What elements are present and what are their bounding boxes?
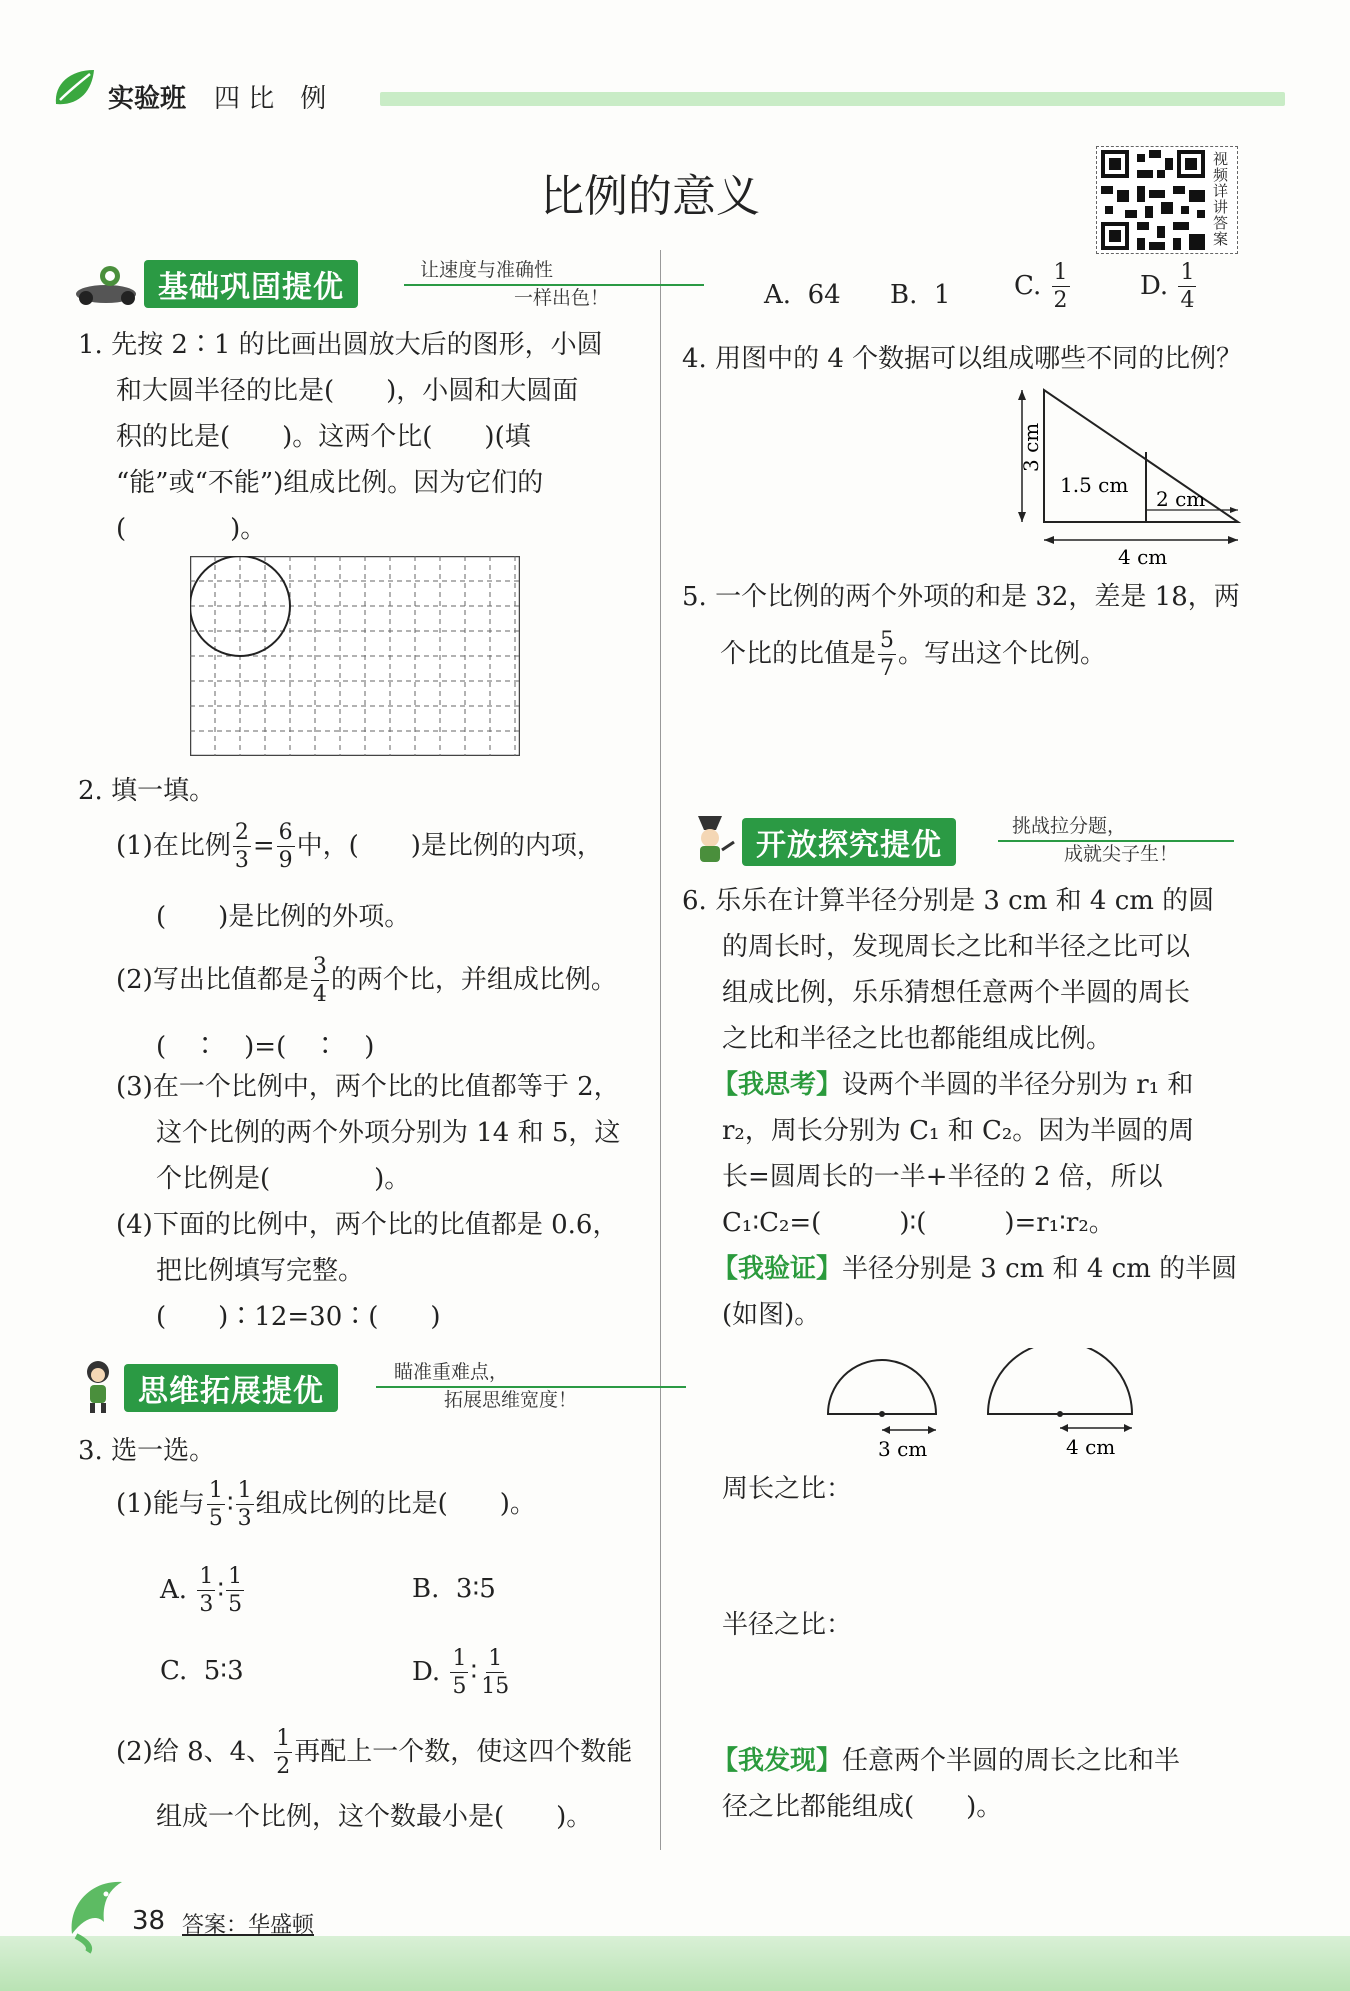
q6-perimeter-ratio: 周长之比： [722,1474,853,1504]
q3-right-opt-d-label: D. [1140,271,1169,301]
q3-opt-a-frac1-num: 1 [199,1564,214,1589]
thinker-mascot-icon [76,1358,122,1414]
q3-opt-a-frac2-den: 5 [228,1592,243,1617]
q3-opt-d-colon: ∶ [470,1657,478,1687]
q3-opt-a-frac-2 [226,1566,244,1616]
q1 [78,322,648,552]
magician-mascot-icon [682,812,738,868]
q5-frac-num: 5 [880,628,895,653]
q4-triangle-figure [1010,382,1260,572]
q2-p3-line-2: 这个比例的两个外项分别为 14 和 5，这 [156,1118,621,1148]
q2-p2-frac-num: 3 [312,954,327,979]
q3-option-c[interactable]: C. 5∶3 [160,1656,244,1686]
q1-line-1: 1. 先按 2∶1 的比画出圆放大后的图形，小圆 [78,330,603,360]
q3-opt-d-frac1-num: 1 [452,1646,467,1671]
q6-think-2: r₂，周长分别为 C₁ 和 C₂。因为半圆的周 [722,1116,1195,1146]
qr-code-icon [1101,150,1205,250]
q2-title: 2. 填一填。 [78,776,216,806]
q2-part-4 [116,1202,656,1340]
q3-p1-frac2-num: 1 [237,1478,252,1503]
q6-line-3: 组成比例，乐乐猜想任意两个半圆的周长 [722,978,1191,1008]
q1-line-4: “能”或“不能”)组成比例。因为它们的 [116,468,544,498]
q3-opt-d-frac2-num: 1 [488,1646,503,1671]
racecar-mascot-icon [72,258,142,308]
q3-opt-a-label: A. [160,1575,188,1605]
semicircle-2-label: 4 cm [1066,1435,1116,1459]
q3-right-opt-c-label: C. [1014,271,1042,301]
brand-name: 实验班 [108,84,187,114]
q1-line-3: 积的比是( )。这两个比( )(填 [116,422,531,452]
section-basic-slogan-1: 让速度与准确性 [420,259,554,281]
section-open-slogan-1: 挑战拉分题， [1012,815,1127,837]
q2-p1-frac2-num: 6 [278,820,293,845]
q3-right-option-b[interactable]: B. 1 [890,280,951,310]
q3-right-opt-d-num: 1 [1180,260,1195,285]
q4-text: 4. 用图中的 4 个数据可以组成哪些不同的比例？ [682,344,1243,374]
q6-find [712,1738,1272,1830]
q2-p3-line-3: 个比例是( )。 [156,1164,411,1194]
section-open-header [682,812,1242,866]
section-basic-header [72,256,642,310]
qr-code[interactable] [1096,146,1238,254]
q4-label-2cm: 2 cm [1156,487,1206,511]
q6-semicircles [812,1348,1172,1464]
q6-line-2: 的周长时，发现周长之比和半径之比可以 [722,932,1191,962]
section-open-label: 开放探究提优 [742,818,956,866]
q6-find-2: 径之比都能组成( )。 [722,1792,1003,1822]
q2-p4-line-3: ( )∶12=30∶( ) [156,1302,441,1332]
q2-part-2 [116,956,617,1006]
q4-label-3cm: 3 cm [1019,422,1043,472]
q2-p1-line-2: ( )是比例的外项。 [156,902,411,932]
q3-p2-frac-num: 1 [276,1726,291,1751]
q3-right-option-a[interactable]: A. 64 [764,280,841,310]
qr-caption: 视频详讲答案 [1213,150,1229,248]
q6-verify [682,1246,1262,1292]
q2-p1-post: 中，( )是比例的内项， [296,831,603,861]
answer-label[interactable]: 答案：华盛顿 [182,1913,315,1938]
q3-option-b[interactable]: B. 3∶5 [412,1574,496,1604]
q2-part-1 [116,822,603,872]
q2-p2-line-2: ( ∶ )=( ∶ ) [156,1032,375,1062]
q5-line-2-pre: 个比的比值是 [720,639,877,669]
q2-p1-eq: = [252,831,275,861]
q3-right-option-d[interactable] [1140,262,1198,312]
q3-right-opt-c-den: 2 [1053,288,1068,313]
q2-p1-frac2-den: 9 [278,848,293,873]
q6-radius-ratio: 半径之比： [722,1610,853,1640]
q3-option-a[interactable] [160,1566,246,1616]
q3-p1-frac1-num: 1 [208,1478,223,1503]
section-thinking-slogan-1: 瞄准重难点， [394,1361,509,1383]
page-number: 38 [132,1906,166,1936]
q2-p4-line-1: (4)下面的比例中，两个比的比值都是 0.6， [116,1210,619,1240]
q3-opt-d-label: D. [412,1657,441,1687]
q3-right-opt-d-den: 4 [1180,288,1195,313]
section-open-slogan-2: 成就尖子生！ [1064,843,1179,865]
header-bar [380,92,1285,106]
q3-p1-frac-2 [236,1480,254,1530]
section-basic-underline [404,284,704,286]
q3-right-opt-c-num: 1 [1053,260,1068,285]
q6-find-tag: 【我发现】 [712,1746,843,1776]
dolphin-icon [62,1874,132,1954]
q4-label-1-5cm: 1.5 cm [1060,473,1129,497]
q3-p1-frac-1 [207,1480,225,1530]
q3-opt-d-frac-1 [450,1648,468,1698]
q5-line-2-post: 。写出这个比例。 [898,639,1107,669]
q2-p1-frac1-den: 3 [234,848,249,873]
q3-p1-post: 组成比例的比是( )。 [255,1489,536,1519]
semicircle-1-label: 3 cm [878,1437,928,1461]
q3-p2-line-2: 组成一个比例，这个数最小是( )。 [156,1802,593,1832]
q6-find-1: 任意两个半圆的周长之比和半 [842,1746,1181,1776]
q6-line-1: 6. 乐乐在计算半径分别是 3 cm 和 4 cm 的圆 [682,886,1215,916]
footer-bar [0,1936,1350,1991]
section-thinking-label: 思维拓展提优 [124,1364,338,1412]
q3-part-2 [116,1728,632,1778]
q3-right-option-c[interactable] [1014,262,1072,312]
q3-p2-frac [274,1728,292,1778]
q6-line-4: 之比和半径之比也都能组成比例。 [722,1024,1113,1054]
leaf-logo-icon [52,66,98,108]
q2-p1-pre: (1)在比例 [116,831,231,861]
section-basic-label: 基础巩固提优 [144,260,358,308]
q3-p1-colon: ∶ [226,1489,234,1519]
q3-p2-frac-den: 2 [276,1754,291,1779]
q5-frac-den: 7 [880,656,895,681]
q3-right-opt-d-frac [1178,262,1196,312]
section-thinking-underline [376,1386,686,1388]
section-thinking-slogan-2: 拓展思维宽度！ [444,1389,578,1411]
q6-verify-1: 半径分别是 3 cm 和 4 cm 的半圆 [842,1254,1238,1284]
q6-verify-tag: 【我验证】 [712,1254,843,1284]
q5-frac [878,630,896,680]
section-open-underline [998,840,1234,842]
q3-p2-pre: (2)给 8、4、 [116,1737,273,1767]
q2-p4-line-2: 把比例填写完整。 [156,1256,365,1286]
q3-part-1 [116,1480,536,1530]
q2-p2-post: 的两个比，并组成比例。 [330,965,617,995]
q3-p1-pre: (1)能与 [116,1489,205,1519]
q2-p1-frac1-num: 2 [234,820,249,845]
q6-verify-2: (如图)。 [722,1300,821,1330]
q2-part-3 [116,1064,656,1202]
q6-think [682,1062,1262,1108]
q6-think-4: C₁∶C₂=( )∶( )=r₁∶r₂。 [722,1208,1115,1238]
q6-find-line-1 [712,1738,1272,1784]
q2-p2-frac [311,956,329,1006]
q1-line-2: 和大圆半径的比是( )，小圆和大圆面 [116,376,579,406]
q2-p1-frac-2 [277,822,295,872]
q3-right-opt-c-frac [1052,262,1070,312]
section-basic-slogan-2: 一样出色！ [514,287,610,309]
q3-opt-a-colon: ∶ [217,1575,225,1605]
q3-opt-d-frac-2 [479,1648,511,1698]
q2-p2-pre: (2)写出比值都是 [116,965,309,995]
section-thinking-header [72,1358,642,1412]
q6-think-1: 设两个半圆的半径分别为 r₁ 和 [842,1070,1194,1100]
page-title: 比例的意义 [540,171,760,222]
q4-label-4cm: 4 cm [1118,545,1168,569]
q5-line-2 [720,630,1106,680]
q3-option-d[interactable] [412,1648,513,1698]
q2-p2-frac-den: 4 [312,982,327,1007]
q3-opt-d-frac2-den: 15 [481,1674,510,1699]
q2-p3-line-1: (3)在一个比例中，两个比的比值都等于 2， [116,1072,620,1102]
q2-p1-frac-1 [233,822,251,872]
drawing-grid[interactable] [190,556,520,756]
column-divider [660,250,661,1850]
q3-p1-frac2-den: 3 [237,1506,252,1531]
q3-p1-frac1-den: 5 [208,1506,223,1531]
q6-think-tag: 【我思考】 [712,1070,843,1100]
q5-line-1: 5. 一个比例的两个外项的和是 32，差是 18，两 [682,582,1240,612]
q6 [682,878,1262,1338]
q3-opt-a-frac2-num: 1 [228,1564,243,1589]
q1-line-5: ( )。 [116,514,267,544]
q3-opt-d-frac1-den: 5 [452,1674,467,1699]
q3-opt-a-frac1-den: 3 [199,1592,214,1617]
q3-opt-a-frac-1 [197,1566,215,1616]
q3-title: 3. 选一选。 [78,1436,216,1466]
q6-think-3: 长=圆周长的一半+半径的 2 倍，所以 [722,1162,1163,1192]
q3-p2-post: 再配上一个数，使这四个数能 [294,1737,633,1767]
unit-name: 四 比 例 [214,84,327,114]
